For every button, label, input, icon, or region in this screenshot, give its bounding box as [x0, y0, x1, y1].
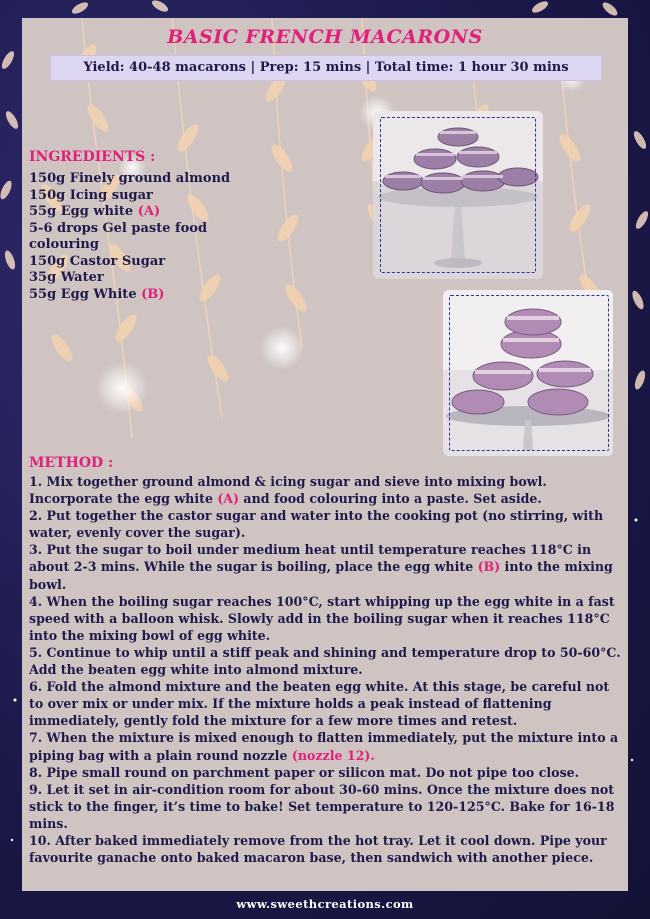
- ingredient-item: 150g Icing sugar: [29, 187, 153, 203]
- macaron-photo-top: [373, 111, 543, 279]
- ingredients-list: [29, 171, 239, 303]
- recipe-panel: [22, 18, 628, 891]
- photo-dashed-border: [449, 295, 609, 451]
- step-marker: (A): [217, 491, 240, 507]
- method-step: 6. Fold the almond mixture and the beaten egg white. At this stage, be careful not to over mix or under mix. If the mixture holds a peak instead of flattening immediately, gently fold the mixture for a few more times and retest.: [29, 679, 610, 729]
- method-step: 3. Put the sugar to boil under medium heat until temperature reaches 118°C in about 2-3 mins. While the sugar is boiling, place the egg white (B) into the mixing bowl.: [29, 542, 613, 592]
- method-step: 9. Let it set in air-condition room for about 30-60 mins. Once the mixture does not stick to the finger, it’s time to bake! Set temperature to 120-125°C. Bake for 16-18 mins.: [29, 781, 615, 831]
- ingredient-item: 5-6 drops Gel paste food colouring: [29, 220, 208, 252]
- ingredient-marker: (A): [137, 204, 161, 219]
- ingredient-item: 35g Water: [29, 270, 104, 285]
- ingredient-item: 150g Castor Sugar: [29, 253, 166, 269]
- ingredients-heading: INGREDIENTS :: [29, 149, 156, 165]
- photo-dashed-border: [380, 117, 536, 273]
- method-heading: METHOD :: [29, 455, 114, 471]
- method-step: 10. After baked immediately remove from the hot tray. Let it cool down. Pipe your favourite ganache onto baked macaron base, then sandwich with another piece.: [29, 832, 607, 866]
- method-step: 5. Continue to whip until a stiff peak and shining and temperature drop to 50-60°C. Add the beaten egg white into almond mixture.: [29, 644, 621, 678]
- method-step: 8. Pipe small round on parchment paper or silicon mat. Do not pipe too close.: [29, 764, 580, 780]
- recipe-title: BASIC FRENCH MACARONS: [167, 26, 483, 48]
- macaron-photo-bottom: [443, 290, 613, 456]
- ingredient-marker: (B): [141, 286, 165, 302]
- step-marker: (B): [477, 559, 501, 575]
- ingredient-item: 55g Egg White (B): [29, 286, 165, 302]
- method-step: 2. Put together the castor sugar and water into the cooking pot (no stirring, with water, evenly cover the sugar).: [29, 508, 604, 541]
- footer-website-link[interactable]: www.sweethcreations.com: [236, 897, 414, 911]
- method-step: 4. When the boiling sugar reaches 100°C, start whipping up the egg white in a fast speed with a balloon whisk. Slowly add in the boiling sugar when it reaches 118°C into the mixing bowl of egg white.: [29, 593, 615, 643]
- method-steps-list: [29, 473, 621, 866]
- yield-info-bar: Yield: 40-48 macarons | Prep: 15 mins | Total time: 1 hour 30 mins: [50, 55, 602, 81]
- method-step: 1. Mix together ground almond & icing sugar and sieve into mixing bowl. Incorporate the egg white (A) and food colouring into a paste. Set aside.: [29, 474, 547, 507]
- method-step: 7. When the mixture is mixed enough to flatten immediately, put the mixture into a piping bag with a plain round nozzle (nozzle 12).: [29, 730, 619, 763]
- ingredient-item: 55g Egg white (A): [29, 204, 161, 219]
- step-marker: (nozzle 12).: [291, 747, 375, 763]
- ingredient-item: 150g Finely ground almond: [29, 171, 231, 186]
